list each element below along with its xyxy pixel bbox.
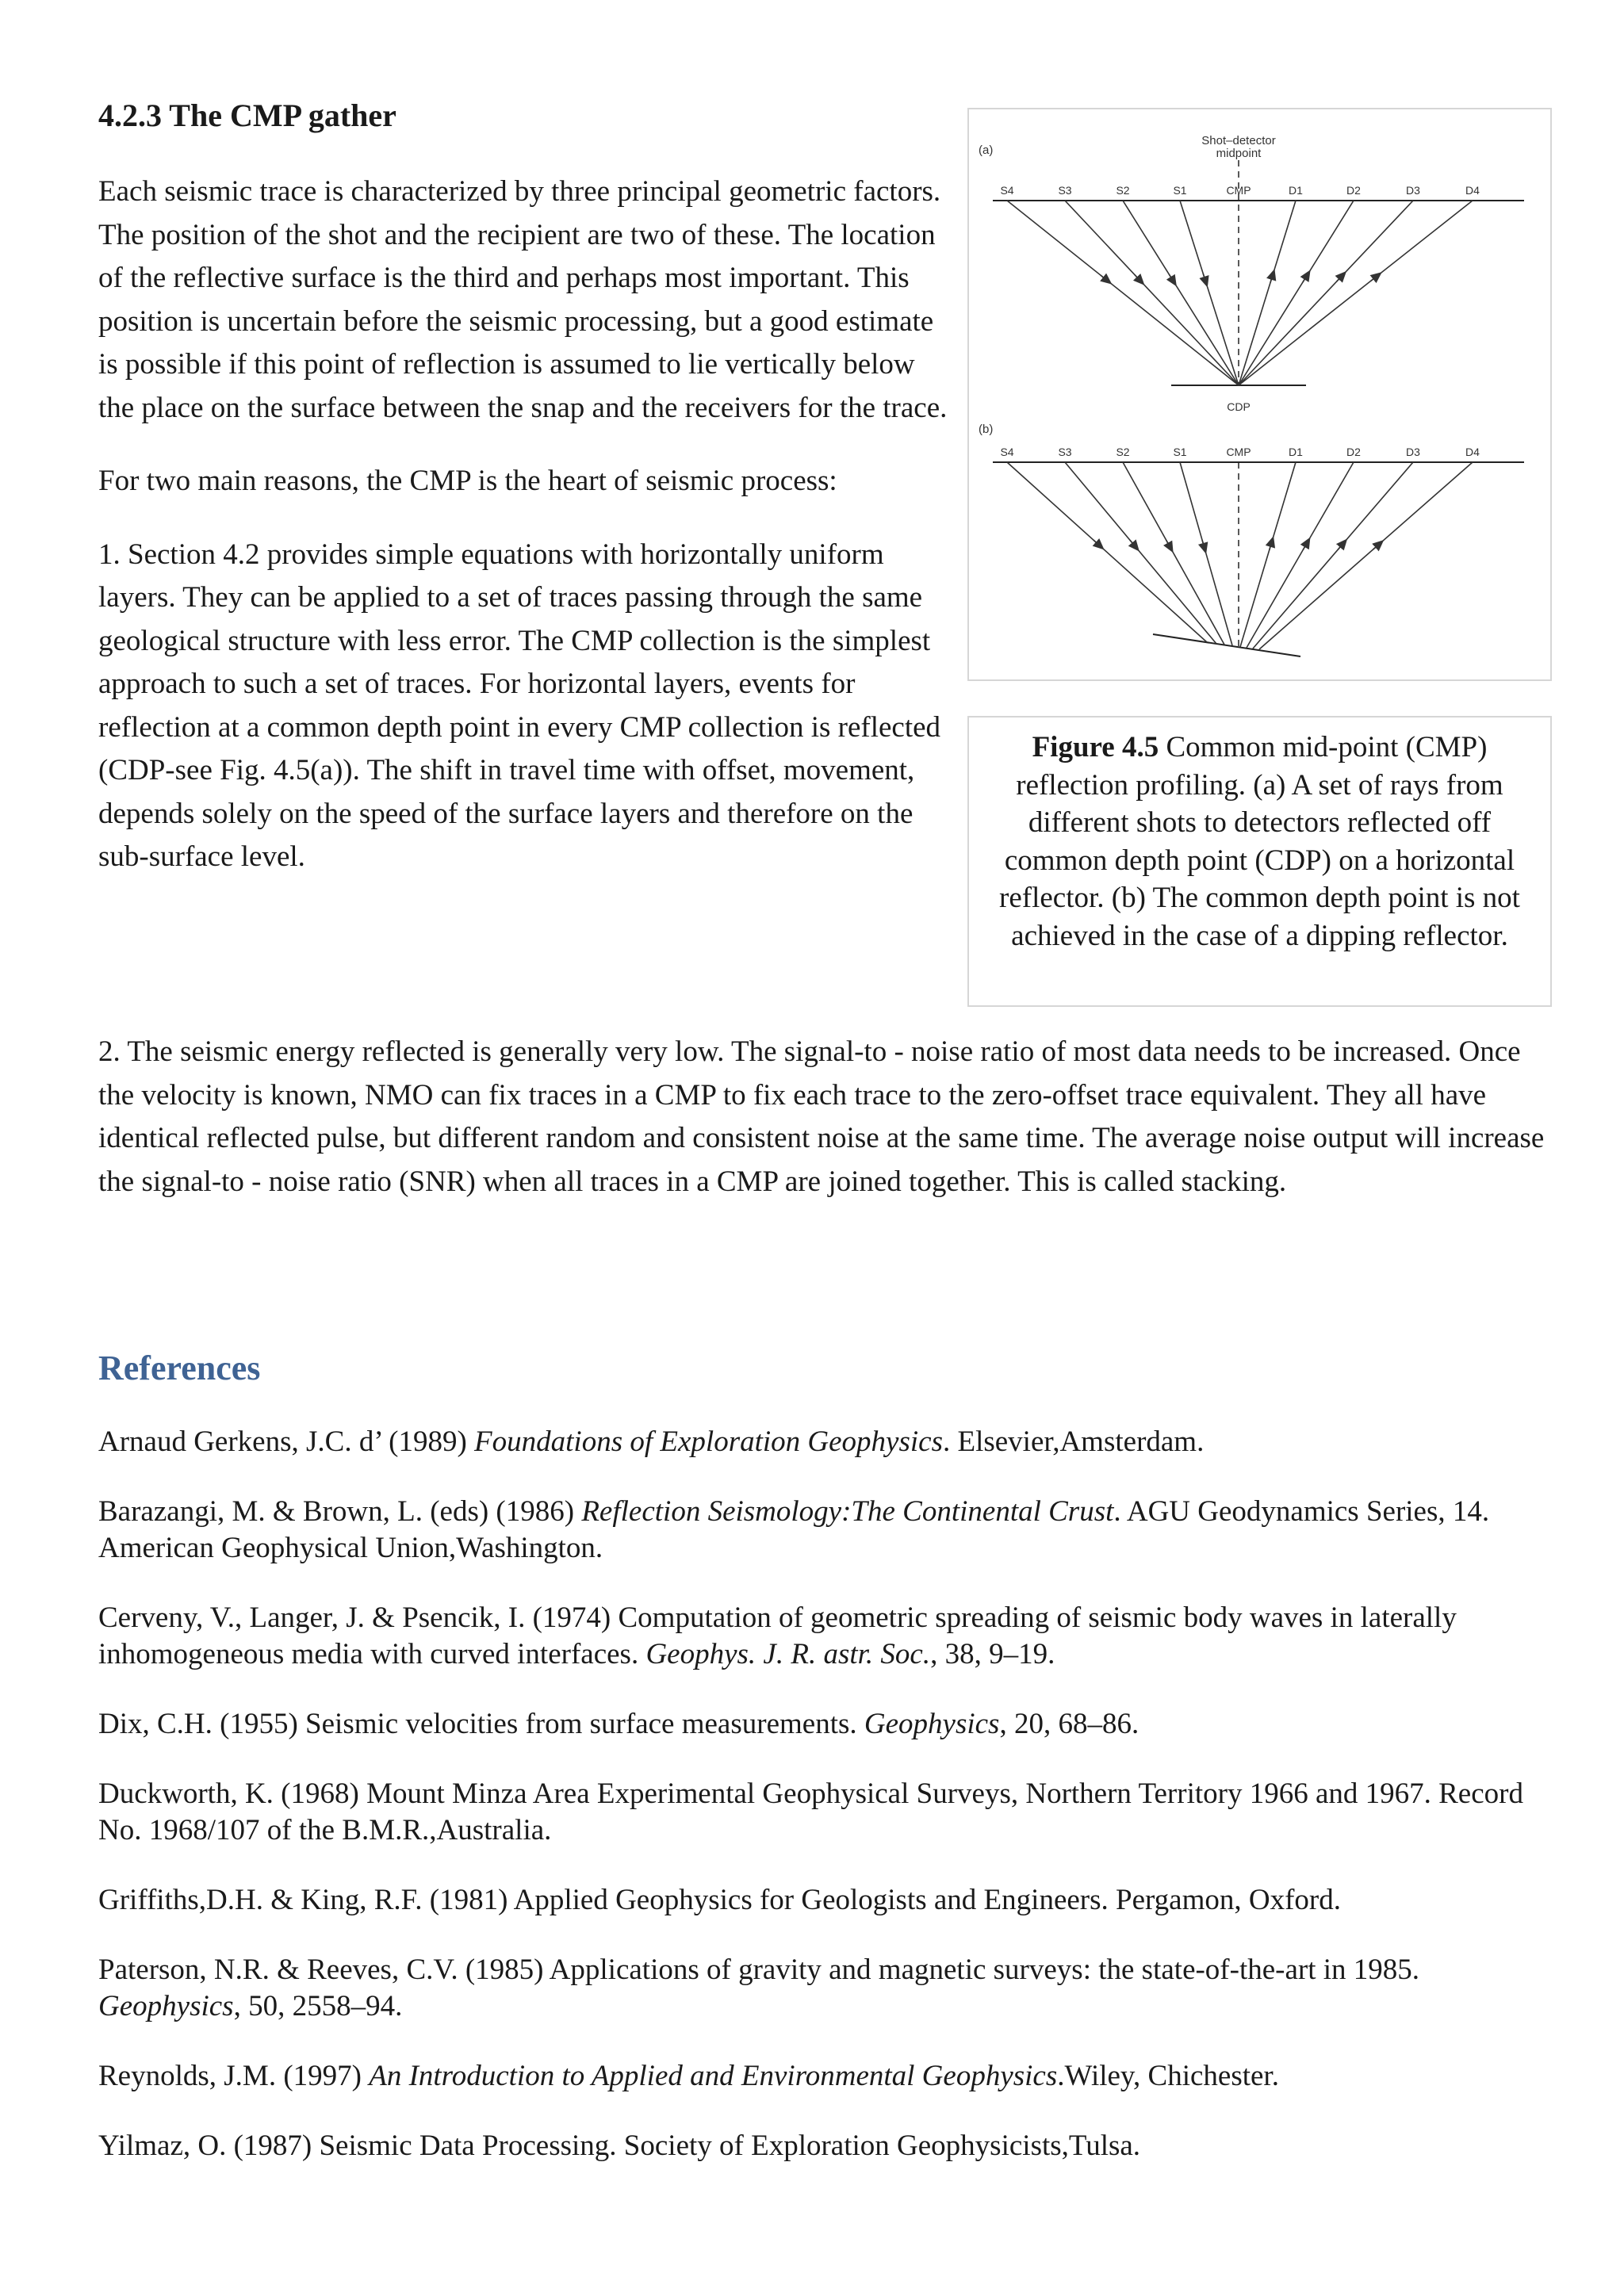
station-label: D4 [1465, 184, 1480, 197]
ray-arrow-a [1270, 274, 1274, 282]
reference-text-after: , 50, 2558–94. [233, 1990, 403, 2022]
reference-item [98, 1600, 1557, 1673]
section-heading: 4.2.3 The CMP gather [98, 98, 396, 133]
ray-arrow-b [1338, 542, 1344, 549]
reference-title: Reflection Seismology:The Continental Crust [581, 1495, 1114, 1528]
reference-title: An Introduction to Applied and Environmental Geophysics [369, 2060, 1058, 2092]
ray-arrow-a [1101, 275, 1108, 281]
cmp-diagram [969, 109, 1550, 679]
station-label-b: D3 [1406, 446, 1420, 458]
reference-item [98, 2058, 1557, 2095]
station-label: S3 [1058, 184, 1072, 197]
midpoint-label-2: midpoint [1216, 147, 1262, 160]
ray-a [1007, 201, 1239, 385]
station-label-b: S1 [1173, 446, 1187, 458]
station-label-b: S4 [1000, 446, 1014, 458]
reference-title: Foundations of Exploration Geophysics [474, 1425, 943, 1458]
reference-text-after: . AGU Geodynamics Series, 14. American Geophysical Union,Washington. [98, 1495, 1490, 1564]
ray-a [1180, 201, 1239, 385]
reference-text: Griffiths,D.H. & King, R.F. (1981) Applied Geophysics for Geologists and Engineers. Pergamon, Oxford. [98, 1884, 1341, 1916]
reference-item [98, 1424, 1557, 1460]
reference-text-after: .Wiley, Chichester. [1057, 2060, 1279, 2092]
ray-a [1239, 201, 1473, 385]
reference-text: Yilmaz, O. (1987) Seismic Data Processing. Society of Exploration Geophysicists,Tulsa. [98, 2130, 1141, 2162]
reference-item [98, 1882, 1557, 1919]
ray-arrow-a [1135, 274, 1141, 281]
station-label-b: S3 [1058, 446, 1072, 458]
reference-text-after: , 20, 68–86. [999, 1708, 1139, 1740]
ray-b [1253, 462, 1413, 649]
reference-title: Geophys. J. R. astr. Soc. [645, 1638, 931, 1670]
ray-b [1007, 462, 1207, 642]
station-label: S4 [1000, 184, 1014, 197]
reference-text: Paterson, N.R. & Reeves, C.V. (1985) Applications of gravity and magnetic surveys: the state-of-the-art in 1985. [98, 1954, 1420, 1986]
ray-arrow-b [1166, 540, 1171, 548]
ray-b [1259, 462, 1473, 649]
ray-arrow-b [1373, 543, 1380, 549]
left-column [98, 170, 951, 879]
figure-caption [967, 716, 1552, 1007]
panel-b-label: (b) [979, 423, 994, 436]
ray-a [1123, 201, 1239, 385]
figure-4-5 [967, 108, 1552, 681]
reference-item [98, 2128, 1557, 2164]
ray-arrow-a [1336, 274, 1342, 281]
references-heading: References [98, 1349, 261, 1387]
paragraph-point-1: 1. Section 4.2 provides simple equations with horizontally uniform layers. They can be applied to a set of traces passing through the same geological structure with less error. The CMP collection is the simplest approach to such a set of traces. For horizontal layers, events for reflection at a common depth point in every CMP collection is reflected (CDP-see Fig. 4.5(a)). The shift in travel time with offset, movement, depends solely on the speed of the surface layers and therefore on the sub-surface level. [98, 538, 941, 873]
ray-arrow-a [1169, 274, 1174, 282]
station-label-b: D2 [1346, 446, 1361, 458]
dipping-reflector [1153, 634, 1300, 656]
reference-text-after: , 38, 9–19. [930, 1638, 1055, 1670]
reference-title: Geophysics [864, 1708, 1000, 1740]
station-label: D1 [1289, 184, 1303, 197]
station-label: D3 [1406, 184, 1420, 197]
reference-text: Dix, C.H. (1955) Seismic velocities from surface measurements. [98, 1708, 864, 1740]
reference-item [98, 1706, 1557, 1743]
ray-arrow-a [1203, 274, 1206, 282]
station-label-b: CMP [1226, 446, 1251, 458]
reference-text: Arnaud Gerkens, J.C. d’ (1989) [98, 1425, 475, 1458]
reference-text: Duckworth, K. (1968) Mount Minza Area Experimental Geophysical Surveys, Northern Territory 1966 and 1967. Record No. 1968/107 of the B.M.R.,Australia. [98, 1777, 1523, 1846]
reference-item [98, 1776, 1557, 1849]
cdp-label: CDP [1227, 400, 1251, 413]
ray-arrow-b [1202, 540, 1205, 549]
references-list [98, 1424, 1557, 2198]
ray-b [1247, 462, 1354, 648]
ray-b [1065, 462, 1216, 644]
paragraph-reasons: For two main reasons, the CMP is the heart of seismic process: [98, 465, 837, 497]
reference-text: Barazangi, M. & Brown, L. (eds) (1986) [98, 1495, 582, 1528]
reference-item [98, 1494, 1557, 1567]
paragraph-point-2: 2. The seismic energy reflected is generally very low. The signal-to - noise ratio of most data needs to be increased. Once the velocity is known, NMO can fix traces in a CMP to fix each trace to the zero-offset trace equivalent. They all have identical reflected pulse, but different random and consistent noise at the same time. The average noise output will increase the signal-to - noise ratio (SNR) when all traces in a CMP are joined together. This is called stacking. [98, 1035, 1545, 1198]
ray-b [1240, 462, 1296, 647]
ray-b [1123, 462, 1224, 645]
ray-b [1180, 462, 1232, 645]
station-label: S2 [1116, 184, 1130, 197]
panel-a-label: (a) [979, 144, 994, 157]
station-label-b: S2 [1116, 446, 1130, 458]
caption-text: Common mid-point (CMP) reflection profiling. (a) A set of rays from different shots to detectors reflected off common depth point (CDP) on a horizontal reflector. (b) The common depth point is not achieved in the case of a dipping reflector. [999, 731, 1520, 952]
station-label: CMP [1226, 184, 1251, 197]
ray-arrow-a [1370, 275, 1377, 281]
ray-a [1239, 201, 1413, 385]
reference-text-after: . Elsevier,Amsterdam. [942, 1425, 1205, 1458]
ray-a [1239, 201, 1354, 385]
reference-title: Geophysics [98, 1990, 234, 2022]
ray-arrow-b [1130, 540, 1136, 547]
midpoint-label: Shot–detector [1201, 134, 1276, 147]
ray-arrow-b [1270, 541, 1272, 549]
station-label: D2 [1346, 184, 1361, 197]
reference-item [98, 1952, 1557, 2025]
reference-text: Cerveny, V., Langer, J. & Psencik, I. (1974) Computation of geometric spreading of seismic body waves in laterally inhomogeneous media with curved interfaces. [98, 1601, 1457, 1670]
reference-text: Reynolds, J.M. (1997) [98, 2060, 370, 2092]
ray-a [1065, 201, 1239, 385]
station-label-b: D4 [1465, 446, 1480, 458]
station-label: S1 [1173, 184, 1187, 197]
ray-arrow-b [1303, 541, 1308, 549]
ray-arrow-b [1094, 540, 1101, 546]
station-label-b: D1 [1289, 446, 1303, 458]
ray-arrow-a [1303, 274, 1308, 282]
caption-label: Figure 4.5 [1032, 731, 1159, 763]
paragraph-intro: Each seismic trace is characterized by three principal geometric factors. The position of the shot and the recipient are two of these. The location of the reflective surface is the third and perhaps most important. This position is uncertain before the seismic processing, but a good estimate is possible if this point of reflection is assumed to lie vertically below the place on the surface between the snap and the receivers for the trace. [98, 175, 948, 424]
ray-a [1239, 201, 1296, 385]
